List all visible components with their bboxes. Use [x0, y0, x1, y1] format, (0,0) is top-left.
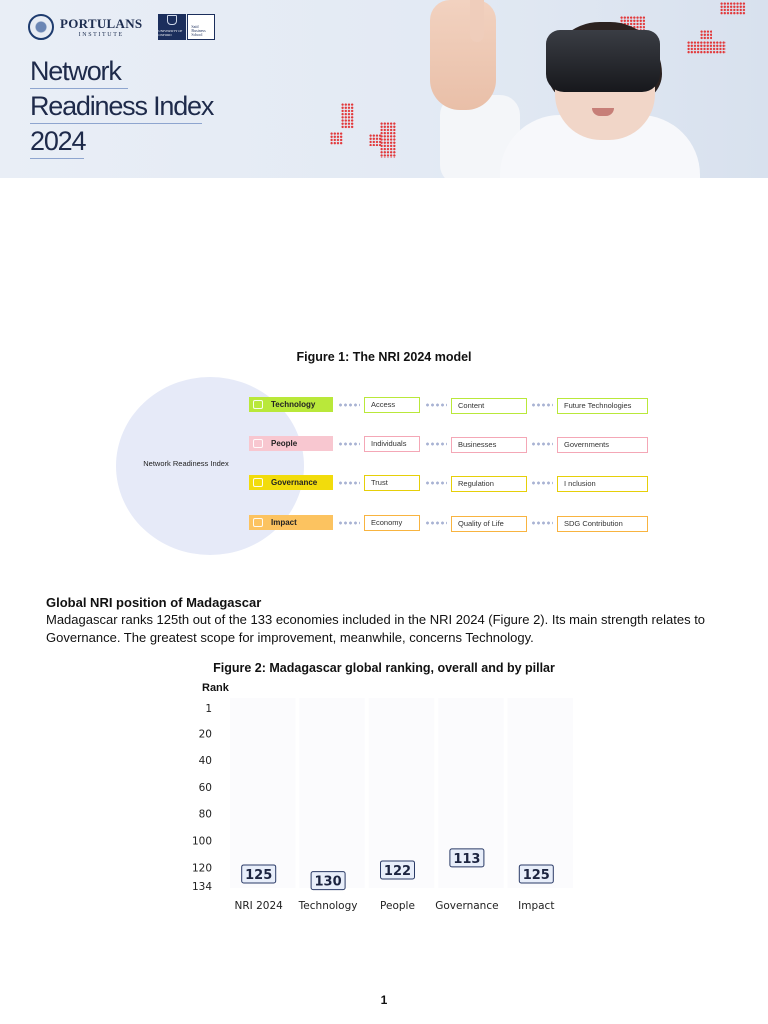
y-axis-title: Rank — [202, 682, 229, 694]
page-number: 1 — [380, 993, 388, 1007]
report-title-line-2: Readiness Index — [30, 91, 213, 122]
person-icon — [253, 439, 263, 448]
laptop-icon — [253, 400, 263, 409]
connector-dots — [338, 481, 360, 485]
connector-dots — [338, 442, 360, 446]
pixel-cluster-decoration — [687, 41, 726, 54]
figure-1-title: Figure 1: The NRI 2024 model — [296, 350, 472, 364]
ranking-chart — [0, 676, 768, 921]
sub-pillar-box: Individuals — [364, 436, 420, 452]
connector-dots — [425, 521, 447, 525]
vr-headset-icon — [546, 30, 660, 92]
section-heading: Global NRI position of Madagascar — [46, 595, 262, 610]
sub-pillar-box: Economy — [364, 515, 420, 531]
portulans-seal-icon — [28, 14, 54, 40]
pillar-technology — [249, 397, 333, 412]
x-category-label: Technology — [298, 900, 358, 912]
x-category-label: Impact — [518, 900, 555, 912]
sub-pillar-box: Trust — [364, 475, 420, 491]
portulans-logo — [60, 17, 142, 38]
connector-dots — [531, 442, 553, 446]
pillar-governance — [249, 475, 333, 490]
connector-dots — [531, 481, 553, 485]
column-background — [369, 698, 434, 888]
x-category-label: Governance — [435, 900, 499, 912]
rank-value-label: 122 — [383, 863, 412, 879]
sub-pillar-box: Content — [451, 398, 527, 414]
sub-pillar-box: SDG Contribution — [557, 516, 648, 532]
y-tick-label: 100 — [191, 835, 212, 848]
connector-dots — [425, 403, 447, 407]
pillar-label: People — [271, 439, 298, 448]
y-tick-label: 134 — [191, 881, 212, 893]
document-icon — [253, 478, 263, 487]
rank-value-label: 113 — [453, 851, 481, 867]
pixel-cluster-decoration — [380, 122, 396, 158]
pillar-label: Technology — [271, 400, 316, 409]
org-sub: INSTITUTE — [78, 31, 124, 38]
figure-2-title: Figure 2: Madagascar global ranking, overall and by pillar — [213, 661, 555, 675]
column-background — [230, 698, 295, 888]
y-tick-label: 1 — [205, 703, 212, 715]
connector-dots — [338, 403, 360, 407]
section-paragraph: Madagascar ranks 125th out of the 133 economies included in the NRI 2024 (Figure 2). Its main strength relates to Governance. The greatest scope for improvement, meanwhile, concerns Technology. — [46, 612, 706, 645]
logos — [28, 14, 215, 40]
header-banner — [0, 0, 768, 178]
nri-center-label: Network Readiness Index — [143, 459, 229, 468]
pixel-cluster-decoration — [330, 132, 343, 145]
report-title-line-3: 2024 — [30, 126, 85, 157]
sub-pillar-box: I nclusion — [557, 476, 648, 492]
org-name: PORTULANS — [60, 15, 143, 31]
connector-dots — [531, 403, 553, 407]
rank-value-label: 125 — [245, 867, 273, 883]
y-tick-label: 60 — [198, 781, 212, 794]
pillar-label: Impact — [271, 518, 297, 527]
column-background — [299, 698, 364, 888]
pixel-cluster-decoration — [341, 103, 354, 129]
gear-icon — [253, 518, 263, 527]
pillar-people — [249, 436, 333, 451]
y-tick-label: 20 — [198, 728, 212, 741]
pillar-impact — [249, 515, 333, 530]
y-tick-label: 40 — [198, 755, 212, 768]
oxford-logo — [158, 14, 186, 40]
sub-pillar-box: Access — [364, 397, 420, 413]
x-category-label: People — [380, 900, 415, 912]
pixel-cluster-decoration — [720, 2, 746, 15]
rank-value-label: 130 — [314, 874, 342, 890]
column-background — [508, 698, 573, 888]
sub-pillar-box: Regulation — [451, 476, 527, 492]
sub-pillar-box: Quality of Life — [451, 516, 527, 532]
rank-value-label: 125 — [522, 867, 550, 883]
y-tick-label: 120 — [191, 862, 212, 875]
pillar-label: Governance — [271, 478, 318, 487]
y-tick-label: 80 — [198, 808, 212, 821]
sub-pillar-box: Businesses — [451, 437, 527, 453]
x-category-label: NRI 2024 — [234, 900, 283, 912]
oxford-crest-icon — [167, 15, 177, 25]
pixel-cluster-decoration — [369, 134, 381, 146]
sub-pillar-box: Governments — [557, 437, 648, 453]
report-title-line-1: Network — [30, 56, 121, 87]
said-logo: Saïd Business School — [187, 14, 215, 40]
oxford-label: UNIVERSITY OF OXFORD — [158, 29, 183, 37]
pixel-cluster-decoration — [700, 30, 712, 40]
connector-dots — [338, 521, 360, 525]
sub-pillar-box: Future Technologies — [557, 398, 648, 414]
connector-dots — [531, 521, 553, 525]
connector-dots — [425, 481, 447, 485]
connector-dots — [425, 442, 447, 446]
